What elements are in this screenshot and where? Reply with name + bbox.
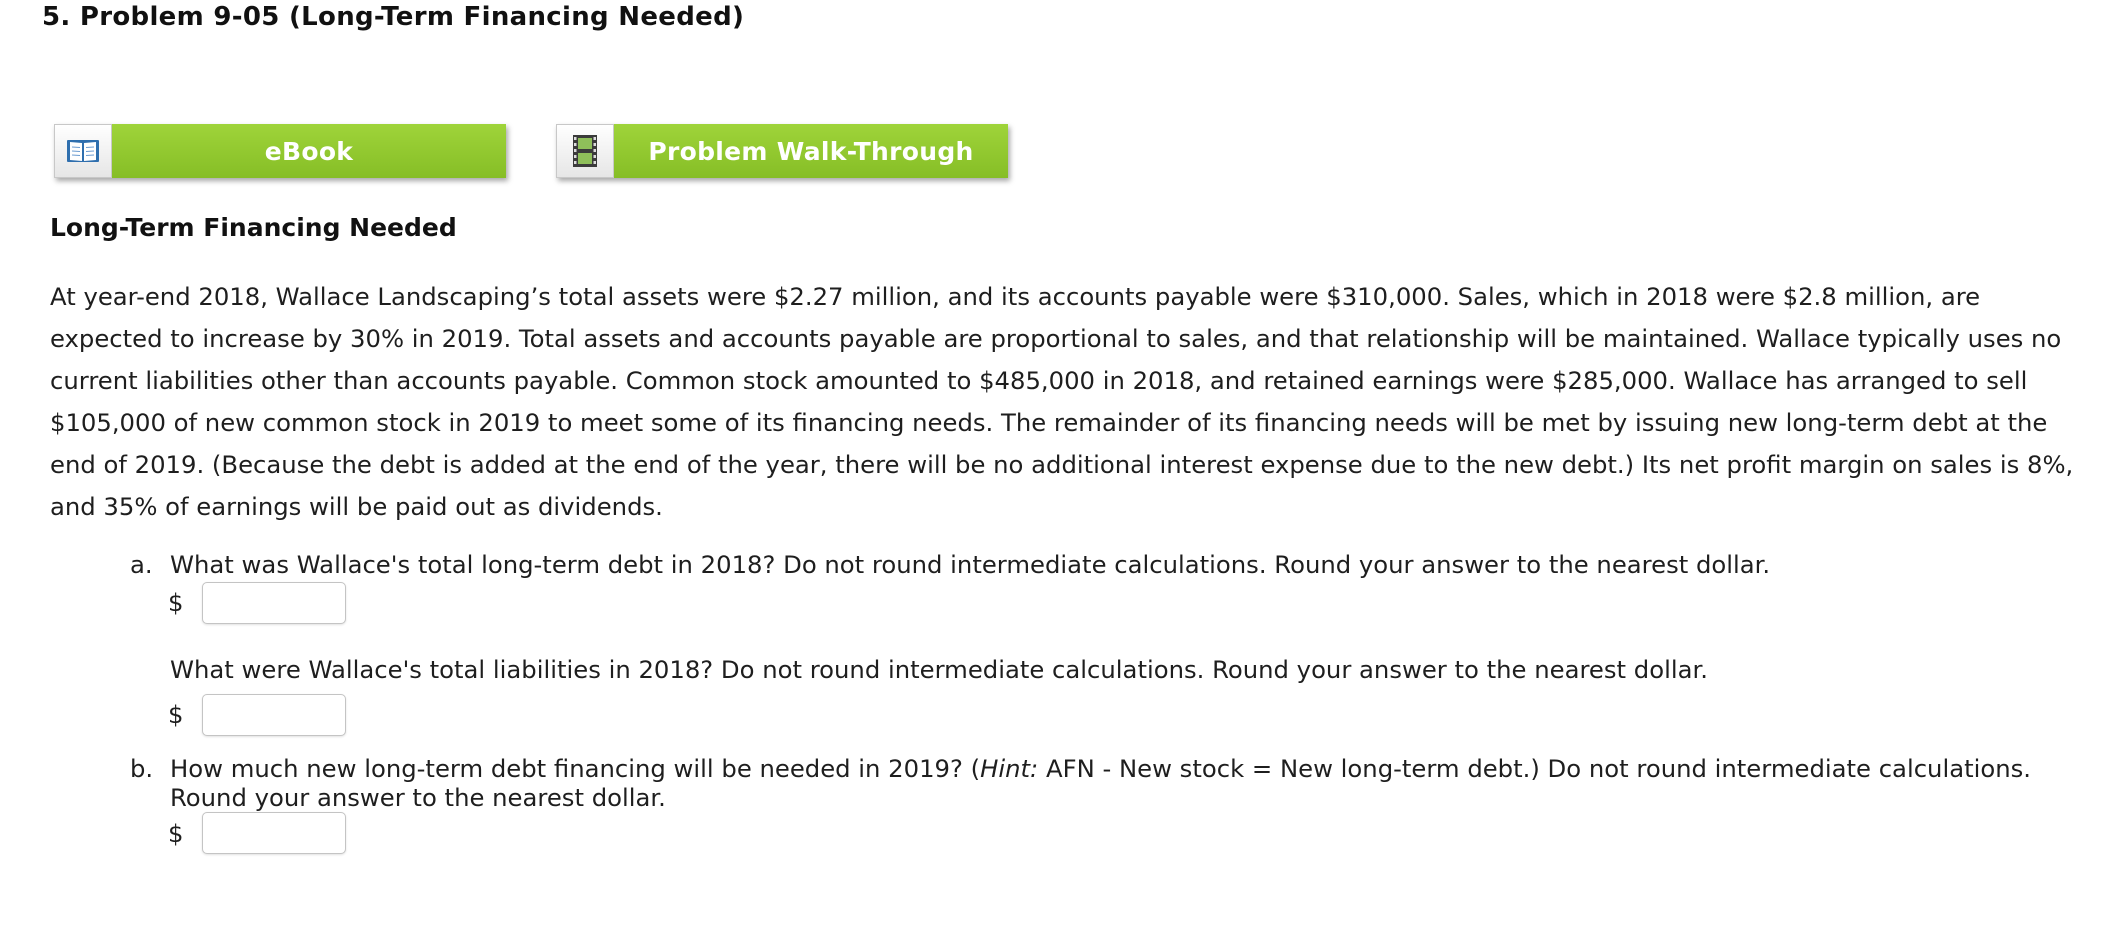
- question-b-new-debt: [170, 754, 2100, 812]
- question-b-line2: Round your answer to the nearest dollar.: [170, 783, 666, 812]
- answer-input-total-liabilities-2018[interactable]: [202, 694, 346, 736]
- ebook-button-label: eBook: [112, 124, 506, 178]
- section-heading: Long-Term Financing Needed: [50, 213, 457, 242]
- question-b-letter: b.: [130, 754, 154, 783]
- problem-walkthrough-button[interactable]: [556, 124, 1008, 178]
- question-b-text-after: AFN - New stock = New long-term debt.) Do not round intermediate calculations.: [1038, 754, 2032, 783]
- ebook-button[interactable]: [54, 124, 506, 178]
- film-icon: [556, 124, 614, 178]
- book-icon: [54, 124, 112, 178]
- hint-label: Hint:: [980, 754, 1039, 783]
- problem-description: At year-end 2018, Wallace Landscaping’s total assets were $2.27 million, and its accounts payable were $310,000. Sales, which in 2018 were $2.8 million, are expected to increase by 30% in 2019. Total assets and accounts payable are proportional to sales, and that relationship will be maintained. Wallace typically uses no current liabilities other than accounts payable. Common stock amounted to $485,000 in 2018, and retained earnings were $285,000. Wallace has arranged to sell $105,000 of new common stock in 2019 to meet some of its financing needs. The remainder of its financing needs will be met by issuing new long-term debt at the end of 2019. (Because the debt is added at the end of the year, there will be no additional interest expense due to the new debt.) Its net profit margin on sales is 8%, and 35% of earnings will be paid out as dividends.: [50, 282, 2074, 521]
- question-a-long-term-debt: What was Wallace's total long-term debt in 2018? Do not round intermediate calculations. Round your answer to the nearest dollar.: [170, 550, 1771, 579]
- question-b-text-before: How much new long-term debt financing will be needed in 2019? (: [170, 754, 981, 783]
- answer-input-long-term-debt-2018[interactable]: [202, 582, 346, 624]
- problem-title: 5. Problem 9-05 (Long-Term Financing Needed): [42, 2, 745, 32]
- currency-symbol: $: [168, 700, 184, 729]
- question-a-letter: a.: [130, 550, 153, 579]
- question-a-total-liabilities: What were Wallace's total liabilities in 2018? Do not round intermediate calculations. Round your answer to the nearest dollar.: [170, 655, 1708, 684]
- walkthrough-button-label: Problem Walk-Through: [614, 124, 1008, 178]
- currency-symbol: $: [168, 819, 184, 848]
- currency-symbol: $: [168, 588, 184, 617]
- answer-input-new-long-term-debt-2019[interactable]: [202, 812, 346, 854]
- question-b-line1: [170, 754, 2100, 783]
